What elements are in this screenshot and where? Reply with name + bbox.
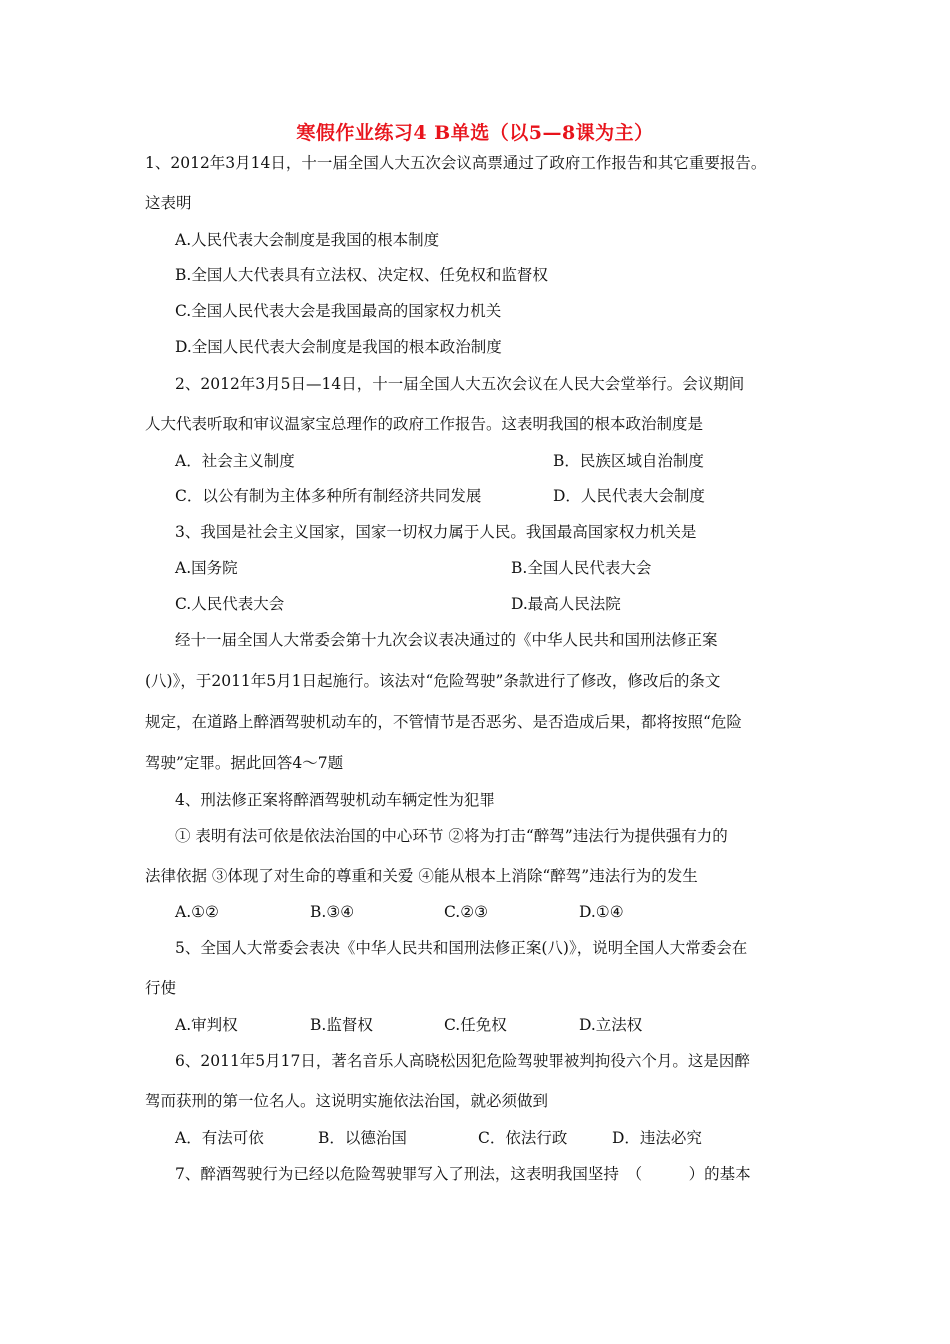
question-6-option-a: A．有法可依 xyxy=(175,1129,264,1147)
material-line-1: 经十一届全国人大常委会第十九次会议表决通过的《中华人民共和国刑法修正案 xyxy=(175,631,718,649)
question-4-items-line-1: ① 表明有法可依是依法治国的中心环节 ②将为打击“醉驾”违法行为提供强有力的 xyxy=(175,827,728,845)
question-5-option-d: D.立法权 xyxy=(579,1016,643,1034)
question-3-option-c: C.人民代表大会 xyxy=(175,595,285,613)
question-6-option-c: C．依法行政 xyxy=(478,1129,568,1147)
question-2-option-d: D．人民代表大会制度 xyxy=(553,487,705,505)
question-4-option-d: D.①④ xyxy=(579,903,624,921)
question-4-option-c: C.②③ xyxy=(444,903,489,921)
question-3-stem: 3、我国是社会主义国家，国家一切权力属于人民。我国最高国家权力机关是 xyxy=(175,523,697,541)
question-4-option-a: A.①② xyxy=(175,903,219,921)
question-6-stem-line-2: 驾而获刑的第一位名人。这说明实施依法治国，就必须做到 xyxy=(145,1092,549,1110)
question-1-option-d: D.全国人民代表大会制度是我国的根本政治制度 xyxy=(175,338,502,356)
question-2-option-c: C．以公有制为主体多种所有制经济共同发展 xyxy=(175,487,482,505)
material-line-3: 规定，在道路上醉酒驾驶机动车的，不管情节是否恶劣、是否造成后果，都将按照“危险 xyxy=(145,713,742,731)
question-1-stem-line-1: 1、2012年3月14日，十一届全国人大五次会议高票通过了政府工作报告和其它重要报告。 xyxy=(145,154,767,172)
question-1-option-a: A.人民代表大会制度是我国的根本制度 xyxy=(175,231,440,249)
question-3-option-a: A.国务院 xyxy=(175,559,238,577)
question-3-option-b: B.全国人民代表大会 xyxy=(511,559,652,577)
question-6-option-b: B．以德治国 xyxy=(318,1129,407,1147)
question-5-stem-line-1: 5、全国人大常委会表决《中华人民共和国刑法修正案(八)》，说明全国人大常委会在 xyxy=(175,939,748,957)
question-5-option-c: C.任免权 xyxy=(444,1016,507,1034)
question-1-stem-line-2: 这表明 xyxy=(145,194,192,212)
question-4-stem: 4、刑法修正案将醉酒驾驶机动车辆定性为犯罪 xyxy=(175,791,495,809)
question-5-stem-line-2: 行使 xyxy=(145,979,177,997)
question-1-option-b: B.全国人大代表具有立法权、决定权、任免权和监督权 xyxy=(175,266,548,284)
question-5-option-b: B.监督权 xyxy=(310,1016,373,1034)
question-6-option-d: D．违法必究 xyxy=(612,1129,702,1147)
question-4-items-line-2: 法律依据 ③体现了对生命的尊重和关爱 ④能从根本上消除“醉驾”违法行为的发生 xyxy=(145,867,698,885)
question-5-option-a: A.审判权 xyxy=(175,1016,238,1034)
page-title: 寒假作业练习4 B单选（以5—8课为主） xyxy=(296,122,654,144)
question-2-option-a: A．社会主义制度 xyxy=(175,452,295,470)
question-1-option-c: C.全国人民代表大会是我国最高的国家权力机关 xyxy=(175,302,502,320)
question-4-option-b: B.③④ xyxy=(310,903,355,921)
question-6-stem-line-1: 6、2011年5月17日，著名音乐人高晓松因犯危险驾驶罪被判拘役六个月。这是因醉 xyxy=(175,1052,750,1070)
question-7-stem: 7、醉酒驾驶行为已经以危险驾驶罪写入了刑法，这表明我国坚持 （ ）的基本 xyxy=(175,1165,751,1183)
question-2-stem-line-1: 2、2012年3月5日—14日，十一届全国人大五次会议在人民大会堂举行。会议期间 xyxy=(175,375,745,393)
material-line-2: (八)》，于2011年5月1日起施行。该法对“危险驾驶”条款进行了修改，修改后的条文 xyxy=(145,672,721,690)
material-line-4: 驾驶”定罪。据此回答4～7题 xyxy=(145,754,344,772)
question-3-option-d: D.最高人民法院 xyxy=(511,595,621,613)
question-2-option-b: B．民族区域自治制度 xyxy=(553,452,704,470)
question-2-stem-line-2: 人大代表听取和审议温家宝总理作的政府工作报告。这表明我国的根本政治制度是 xyxy=(145,415,704,433)
